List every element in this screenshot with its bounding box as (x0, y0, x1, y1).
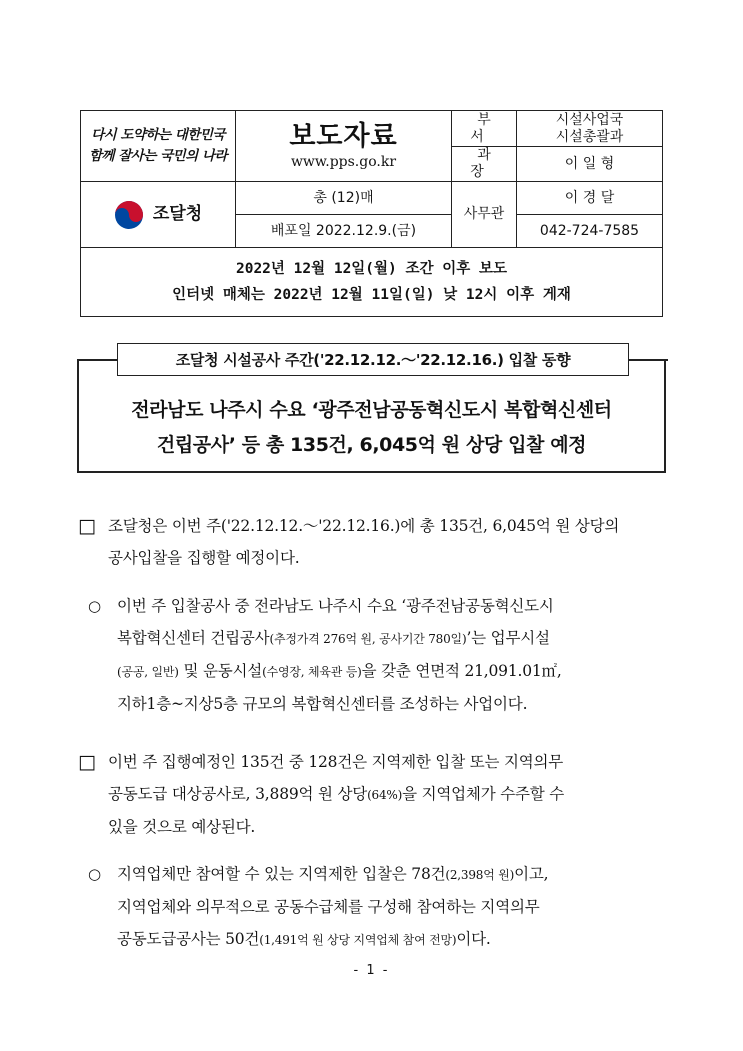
agency-logo-cell (81, 182, 236, 248)
p1-line-1: 조달청은 이번 주('22.12.12.～'22.12.16.)에 총 135건, 6,045억 원 상당의 (108, 517, 620, 535)
square-bullet: □ (78, 515, 96, 537)
p3-line-1: 이번 주 집행예정인 135건 중 128건은 지역제한 입찰 또는 지역의무 (108, 753, 564, 771)
paragraph-4 (117, 858, 677, 956)
dept-value-line-1: 시설사업국 (555, 111, 624, 128)
paragraph-1 (108, 510, 678, 574)
officer-name: 이 경 달 (517, 182, 663, 215)
chief-name: 이 일 형 (517, 147, 663, 182)
dept-label: 부 서 (452, 111, 517, 147)
slogan-line-2: 함께 잘사는 국민의 나라 (88, 148, 227, 164)
slogan-cell (81, 111, 236, 182)
p2-line-3: (공공, 일반) 및 운동시설(수영장, 체육관 등)을 갖춘 연면적 21,091.01㎡, (117, 662, 562, 680)
taegeuk-emblem-icon (114, 200, 144, 230)
paragraph-3 (108, 746, 678, 843)
headline-line-2: 건립공사’ 등 총 135건, 6,045억 원 상당 입찰 예정 (156, 434, 587, 456)
dept-value (517, 111, 663, 147)
circle-bullet: ○ (88, 865, 102, 883)
agency-name: 조달청 (152, 204, 203, 224)
chief-label: 과 장 (452, 147, 517, 182)
paragraph-2 (117, 590, 677, 720)
press-url: www.pps.go.kr (290, 154, 397, 170)
p2-line-4: 지하1층~지상5층 규모의 복합혁신센터를 조성하는 사업이다. (117, 695, 528, 713)
headline (77, 393, 666, 463)
headline-line-1: 전라남도 나주시 수요 ‘광주전남공동혁신도시 복합혁신센터 (131, 399, 612, 421)
p2-line-2: 복합혁신센터 건립공사(추정가격 276억 원, 공사기간 780일)’는 업무시설 (117, 629, 550, 647)
embargo-notice (81, 248, 663, 317)
release-date: 배포일 2022.12.9.(금) (236, 215, 452, 248)
square-bullet: □ (78, 751, 96, 773)
p4-line-3: 공동도급공사는 50건(1,491억 원 상당 지역업체 참여 전망)이다. (117, 930, 491, 948)
p3-line-3: 있을 것으로 예상된다. (108, 818, 256, 836)
embargo-line-2: 인터넷 매체는 2022년 12월 11일(일) 낮 12시 이후 게재 (172, 287, 571, 303)
dept-value-line-2: 시설총괄과 (555, 128, 624, 145)
press-title: 보도자료 (289, 121, 398, 152)
title-label: 조달청 시설공사 주간('22.12.12.～'22.12.16.) 입찰 동향 (117, 343, 629, 376)
page-number: - 1 - (353, 963, 390, 978)
slogan-line-1: 다시 도약하는 대한민국 (91, 127, 225, 143)
page-count: 총 (12)매 (236, 182, 452, 215)
circle-bullet: ○ (88, 597, 102, 615)
p1-line-2: 공사입찰을 집행할 예정이다. (108, 549, 300, 567)
press-header-table (80, 110, 663, 317)
officer-label: 사무관 (452, 182, 517, 248)
p4-line-1: 지역업체만 참여할 수 있는 지역제한 입찰은 78건(2,398억 원)이고, (117, 865, 549, 883)
officer-phone: 042-724-7585 (517, 215, 663, 248)
p2-line-1: 이번 주 입찰공사 중 전라남도 나주시 수요 ‘광주전남공동혁신도시 (117, 597, 554, 615)
p3-line-2: 공동도급 대상공사로, 3,889억 원 상당(64%)을 지역업체가 수주할 수 (108, 785, 565, 803)
embargo-line-1: 2022년 12월 12일(월) 조간 이후 보도 (235, 261, 507, 277)
p4-line-2: 지역업체와 의무적으로 공동수급체를 구성해 참여하는 지역의무 (117, 898, 540, 916)
press-title-cell (236, 111, 452, 182)
